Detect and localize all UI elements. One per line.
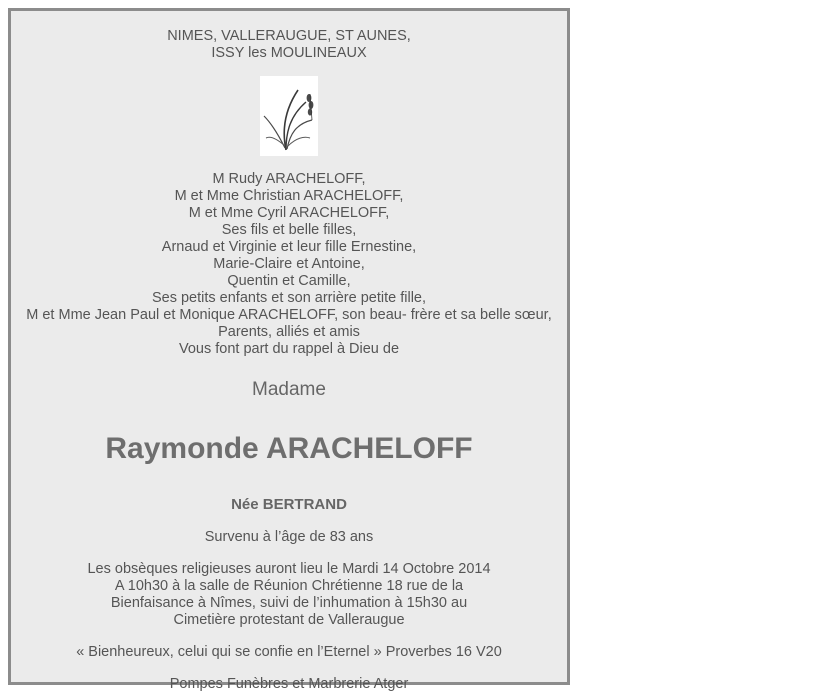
age-line: Survenu à l’âge de 83 ans <box>204 529 374 545</box>
family-line: Marie-Claire et Antoine, <box>213 256 365 272</box>
places-line: NIMES, VALLERAUGUE, ST AUNES, <box>167 28 411 44</box>
family-line: Ses fils et belle filles, <box>221 222 357 238</box>
funeral-line: A 10h30 à la salle de Réunion Chrétienne 18 rue de la <box>114 578 464 594</box>
funeral-line: Cimetière protestant de Valleraugue <box>173 612 405 628</box>
wheat-stalk-icon <box>260 76 318 156</box>
funeral-line: Bienfaisance à Nîmes, suivi de l’inhumation à 15h30 au <box>110 595 468 611</box>
family-line: Ses petits enfants et son arrière petite fille, <box>151 290 427 306</box>
family-line: M et Mme Cyril ARACHELOFF, <box>188 205 390 221</box>
funeral-home: Pompes Funèbres et Marbrerie Atger <box>169 676 409 692</box>
obituary-notice <box>8 8 570 692</box>
places-block <box>11 28 567 62</box>
family-line: M Rudy ARACHELOFF, <box>212 171 366 187</box>
bible-verse: « Bienheureux, celui qui se confie en l’Eternel » Proverbes 16 V20 <box>76 644 502 660</box>
family-line: Vous font part du rappel à Dieu de <box>178 341 400 357</box>
places-line: ISSY les MOULINEAUX <box>211 45 367 61</box>
family-line: Arnaud et Virginie et leur fille Ernestine, <box>161 239 417 255</box>
family-line: M et Mme Christian ARACHELOFF, <box>174 188 404 204</box>
family-line: M et Mme Jean Paul et Monique ARACHELOFF, son beau- frère et sa belle sœur, <box>26 307 552 323</box>
funeral-details <box>11 561 567 629</box>
family-line: Quentin et Camille, <box>227 273 351 289</box>
deceased-name: Raymonde ARACHELOFF <box>105 432 473 465</box>
family-block <box>11 171 567 358</box>
maiden-name: Née BERTRAND <box>231 496 347 513</box>
funeral-line: Les obsèques religieuses auront lieu le Mardi 14 Octobre 2014 <box>87 561 491 577</box>
family-line: Parents, alliés et amis <box>218 324 360 340</box>
deceased-title: Madame <box>252 379 326 400</box>
